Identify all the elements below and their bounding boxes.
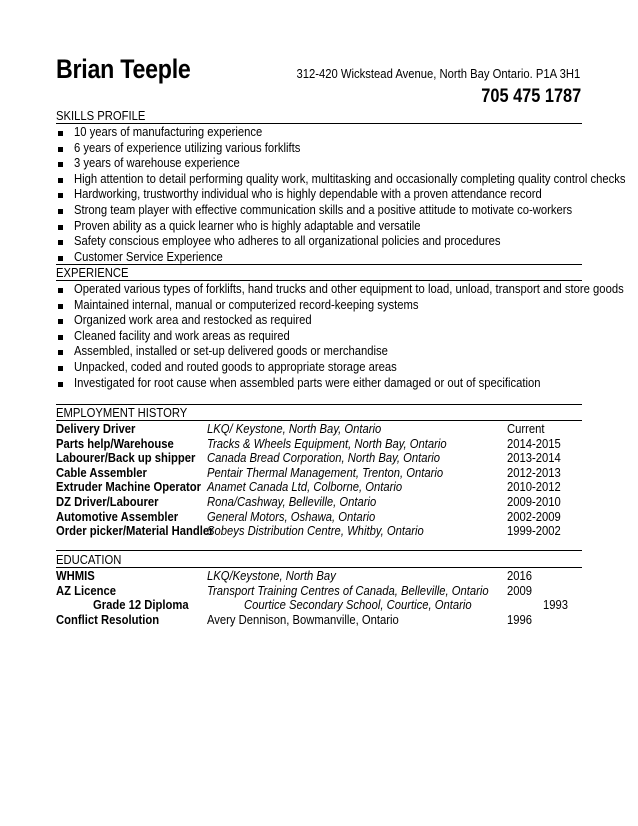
bullet-icon: [58, 304, 63, 309]
bullet-icon: [58, 350, 63, 355]
section-divider: [56, 404, 582, 405]
section-divider: [56, 420, 582, 421]
section-divider: [56, 567, 582, 568]
resume-page: Brian Teeple 312-420 Wickstead Avenue, North Bay Ontario. P1A 3H1 705 475 1787 SKILLS PROFILE 10 years of manufacturing experience 6 years of experience utilizing various forklifts 3 years of warehouse experience High attention to detail performing quality work, multitasking and occasionally completing quality control checks Hardworking, trustworthy individual who is highly dependable with a proven attendance record Strong team player with effective communication skills and a positive attitude to motivate co-workers Proven ability as a quick learner who is highly adaptable and versatile Safety conscious employee who adheres to all organizational policies and procedures Customer Service Experience EXPERIENCE Operated various types of forklifts, hand trucks and other equipment to load, unload, transport and store goods Maintained internal, manual or computerized record-keeping systems Organized work area and restocked as required Cleaned facility and work areas as required Assembled, installed or set-up delivered goods or merchandise Unpacked, coded and routed goods to appropriate storage areas Investigated for root cause when assembled parts were either damaged or out of specification EMPLOYMENT HISTORY Delivery Driver LKQ/ Keystone, North Bay, Ontario Current Parts help/Warehouse Tracks & Wheels Equipment, North Bay, Ontario 2014-2015 Labourer/Back up shipper Canada Bread Corporation, North Bay, Ontario 2013-2014 Cable Assembler Pentair Thermal Management, Trenton, Ontario 2012-2013 Extruder Machine Operator Anamet Canada Ltd, Colborne, Ontario 2010-2012 DZ Driver/Labourer Rona/Cashway, Belleville, Ontario 2009-2010 Automotive Assembler General Motors, Oshawa, Ontario 2002-2009 Order picker/Material Handler Sobeys Distribution Centre, Whitby, Ontario 1999-2002 EDUCATION WHMIS LKQ/Keystone, North Bay 2016 AZ Licence Transport Training Centres of Canada, Belleville, Ontario 2009 Grade 12 Diploma Courtice Secondary School, Courtice, Ontario 1993 Conflict Resolution Avery Dennison, Bowmanville, Ontario 1996: [56, 54, 626, 627]
experience-heading: EXPERIENCE: [56, 266, 129, 280]
section-divider: [56, 550, 582, 551]
bullet-icon: [58, 319, 63, 324]
section-divider: [56, 123, 582, 124]
bullet-icon: [58, 193, 63, 198]
bullet-icon: [58, 147, 63, 152]
bullet-icon: [58, 382, 63, 387]
section-divider: [56, 280, 582, 281]
section-divider: [56, 264, 582, 265]
bullet-icon: [58, 131, 63, 136]
address: 312-420 Wickstead Avenue, North Bay Ontario. P1A 3H1: [296, 67, 580, 81]
bullet-icon: [58, 288, 63, 293]
candidate-name: Brian Teeple: [56, 54, 191, 84]
bullet-icon: [58, 225, 63, 230]
bullet-icon: [58, 162, 63, 167]
bullet-icon: [58, 335, 63, 340]
bullet-icon: [58, 256, 63, 261]
bullet-icon: [58, 240, 63, 245]
phone-number: 705 475 1787: [481, 86, 581, 107]
bullet-icon: [58, 366, 63, 371]
bullet-icon: [58, 209, 63, 214]
skills-profile-heading: SKILLS PROFILE: [56, 109, 146, 123]
bullet-icon: [58, 178, 63, 183]
employment-history-heading: EMPLOYMENT HISTORY: [56, 406, 188, 420]
education-heading: EDUCATION: [56, 553, 122, 567]
